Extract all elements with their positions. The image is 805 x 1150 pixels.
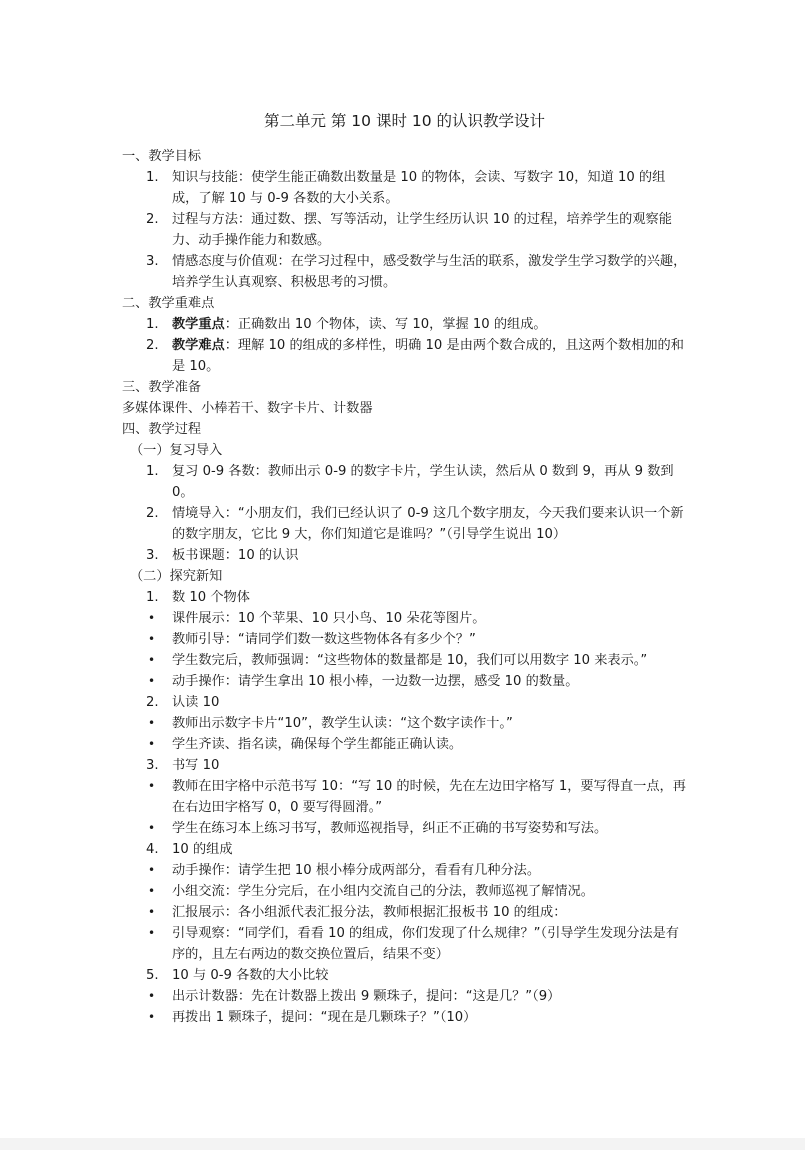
- list-item-text: 10 与 0-9 各数的大小比较: [172, 968, 329, 983]
- bullet-text: 课件展示：10 个苹果、10 只小鸟、10 朵花等图片。: [172, 611, 486, 626]
- bullet-icon: •: [148, 821, 156, 835]
- bullet-item: [122, 860, 687, 881]
- list-item: [122, 965, 687, 986]
- list-number: 1.: [146, 464, 159, 479]
- list-item-text: ：理解 10 的组成的多样性，明确 10 是由两个数合成的，且这两个数相加的和是 10。: [172, 338, 684, 374]
- list-item-text: 10 的组成: [172, 842, 233, 857]
- list-number: 1.: [146, 590, 159, 605]
- bold-label: 教学难点: [172, 338, 225, 353]
- list-item-text: ：正确数出 10 个物体，读、写 10，掌握 10 的组成。: [224, 317, 547, 332]
- bullet-text: 动手操作：请学生把 10 根小棒分成两部分，看看有几种分法。: [172, 863, 541, 878]
- bullet-item: [122, 629, 687, 650]
- list-item-text: 数 10 个物体: [172, 590, 250, 605]
- bullet-icon: •: [148, 632, 156, 646]
- list-number: 2.: [146, 695, 159, 710]
- list-item: [122, 587, 687, 608]
- list-number: 1.: [146, 170, 159, 185]
- bullet-item: [122, 818, 687, 839]
- preparation-text: 多媒体课件、小棒若干、数字卡片、计数器: [122, 401, 373, 416]
- list-item-text: 板书课题：10 的认识: [172, 548, 299, 563]
- bullet-icon: •: [148, 884, 156, 898]
- bullet-item: [122, 1007, 687, 1028]
- section-heading-key-points: 二、教学重难点: [122, 296, 215, 311]
- document-content: [122, 110, 687, 1028]
- list-number: 4.: [146, 842, 159, 857]
- list-item: [122, 545, 687, 566]
- bold-label: 教学重点: [172, 317, 225, 332]
- bullet-icon: •: [148, 926, 156, 940]
- bullet-text: 小组交流：学生分完后，在小组内交流自己的分法，教师巡视了解情况。: [172, 884, 594, 899]
- bullet-text: 引导观察：“同学们，看看 10 的组成，你们发现了什么规律？”（引导学生发现分法是有序的，且左右两边的数交换位置后，结果不变）: [172, 926, 679, 962]
- bullet-item: [122, 923, 687, 965]
- section-heading-process: 四、教学过程: [122, 422, 202, 437]
- list-item-text: 知识与技能：使学生能正确数出数量是 10 的物体，会读、写数字 10，知道 10 的组成，了解 10 与 0-9 各数的大小关系。: [172, 170, 666, 206]
- bullet-text: 教师在田字格中示范书写 10：“写 10 的时候，先在左边田字格写 1，要写得直一点，再在右边田字格写 0，0 要写得圆滑。”: [172, 779, 686, 815]
- bullet-item: [122, 650, 687, 671]
- list-item: [122, 692, 687, 713]
- list-number: 3.: [146, 548, 159, 563]
- bullet-icon: •: [148, 779, 156, 793]
- bullet-text: 汇报展示：各小组派代表汇报分法，教师根据汇报板书 10 的组成：: [172, 905, 567, 920]
- list-item-text: 情境导入：“小朋友们，我们已经认识了 0-9 这几个数字朋友，今天我们要来认识一个新的数字朋友，它比 9 大，你们知道它是谁吗？”（引导学生说出 10）: [172, 506, 684, 542]
- bullet-text: 学生数完后，教师强调：“这些物体的数量都是 10，我们可以用数字 10 来表示。”: [172, 653, 648, 668]
- bullet-icon: •: [148, 1010, 156, 1024]
- list-number: 2.: [146, 338, 159, 353]
- section-heading-objectives: 一、教学目标: [122, 149, 202, 164]
- list-item: [122, 839, 687, 860]
- bullet-item: [122, 671, 687, 692]
- subsection-heading-explore: （二）探究新知: [130, 569, 223, 584]
- bullet-item: [122, 986, 687, 1007]
- list-number: 2.: [146, 212, 159, 227]
- bullet-item: [122, 776, 687, 818]
- bullet-icon: •: [148, 653, 156, 667]
- bullet-text: 学生齐读、指名读，确保每个学生都能正确认读。: [172, 737, 463, 752]
- bullet-item: [122, 608, 687, 629]
- bullet-item: [122, 734, 687, 755]
- bullet-icon: •: [148, 989, 156, 1003]
- bullet-text: 再拨出 1 颗珠子，提问：“现在是几颗珠子？”（10）: [172, 1010, 477, 1025]
- bullet-item: [122, 902, 687, 923]
- list-item: [122, 335, 687, 377]
- list-item-text: 书写 10: [172, 758, 220, 773]
- list-number: 5.: [146, 968, 159, 983]
- bullet-icon: •: [148, 716, 156, 730]
- section-heading-preparation: 三、教学准备: [122, 380, 202, 395]
- page-title: 第二单元 第 10 课时 10 的认识教学设计: [263, 112, 546, 130]
- list-item-text: 复习 0-9 各数：教师出示 0-9 的数字卡片，学生认读，然后从 0 数到 9，再从 9 数到 0。: [172, 464, 674, 500]
- list-item: [122, 461, 687, 503]
- list-number: 3.: [146, 758, 159, 773]
- list-item-text: 情感态度与价值观：在学习过程中，感受数学与生活的联系，激发学生学习数学的兴趣，培养学生认真观察、积极思考的习惯。: [172, 254, 687, 290]
- bullet-icon: •: [148, 737, 156, 751]
- bullet-item: [122, 713, 687, 734]
- list-item: [122, 503, 687, 545]
- bullet-item: [122, 881, 687, 902]
- bullet-icon: •: [148, 905, 156, 919]
- bullet-text: 教师引导：“请同学们数一数这些物体各有多少个？”: [172, 632, 476, 647]
- list-number: 2.: [146, 506, 159, 521]
- list-item-text: 认读 10: [172, 695, 220, 710]
- subsection-heading-review: （一）复习导入: [130, 443, 223, 458]
- bullet-text: 学生在练习本上练习书写，教师巡视指导，纠正不正确的书写姿势和写法。: [172, 821, 608, 836]
- bullet-icon: •: [148, 674, 156, 688]
- bullet-icon: •: [148, 863, 156, 877]
- list-item: [122, 209, 687, 251]
- bullet-icon: •: [148, 611, 156, 625]
- list-item-text: 过程与方法：通过数、摆、写等活动，让学生经历认识 10 的过程，培养学生的观察能力、动手操作能力和数感。: [172, 212, 672, 248]
- list-number: 3.: [146, 254, 159, 269]
- list-number: 1.: [146, 317, 159, 332]
- list-item: [122, 251, 687, 293]
- list-item: [122, 314, 687, 335]
- list-item: [122, 167, 687, 209]
- bullet-text: 教师出示数字卡片“10”，教学生认读：“这个数字读作十。”: [172, 716, 513, 731]
- list-item: [122, 755, 687, 776]
- bullet-text: 出示计数器：先在计数器上拨出 9 颗珠子，提问：“这是几？”（9）: [172, 989, 561, 1004]
- bullet-text: 动手操作：请学生拿出 10 根小棒，一边数一边摆，感受 10 的数量。: [172, 674, 579, 689]
